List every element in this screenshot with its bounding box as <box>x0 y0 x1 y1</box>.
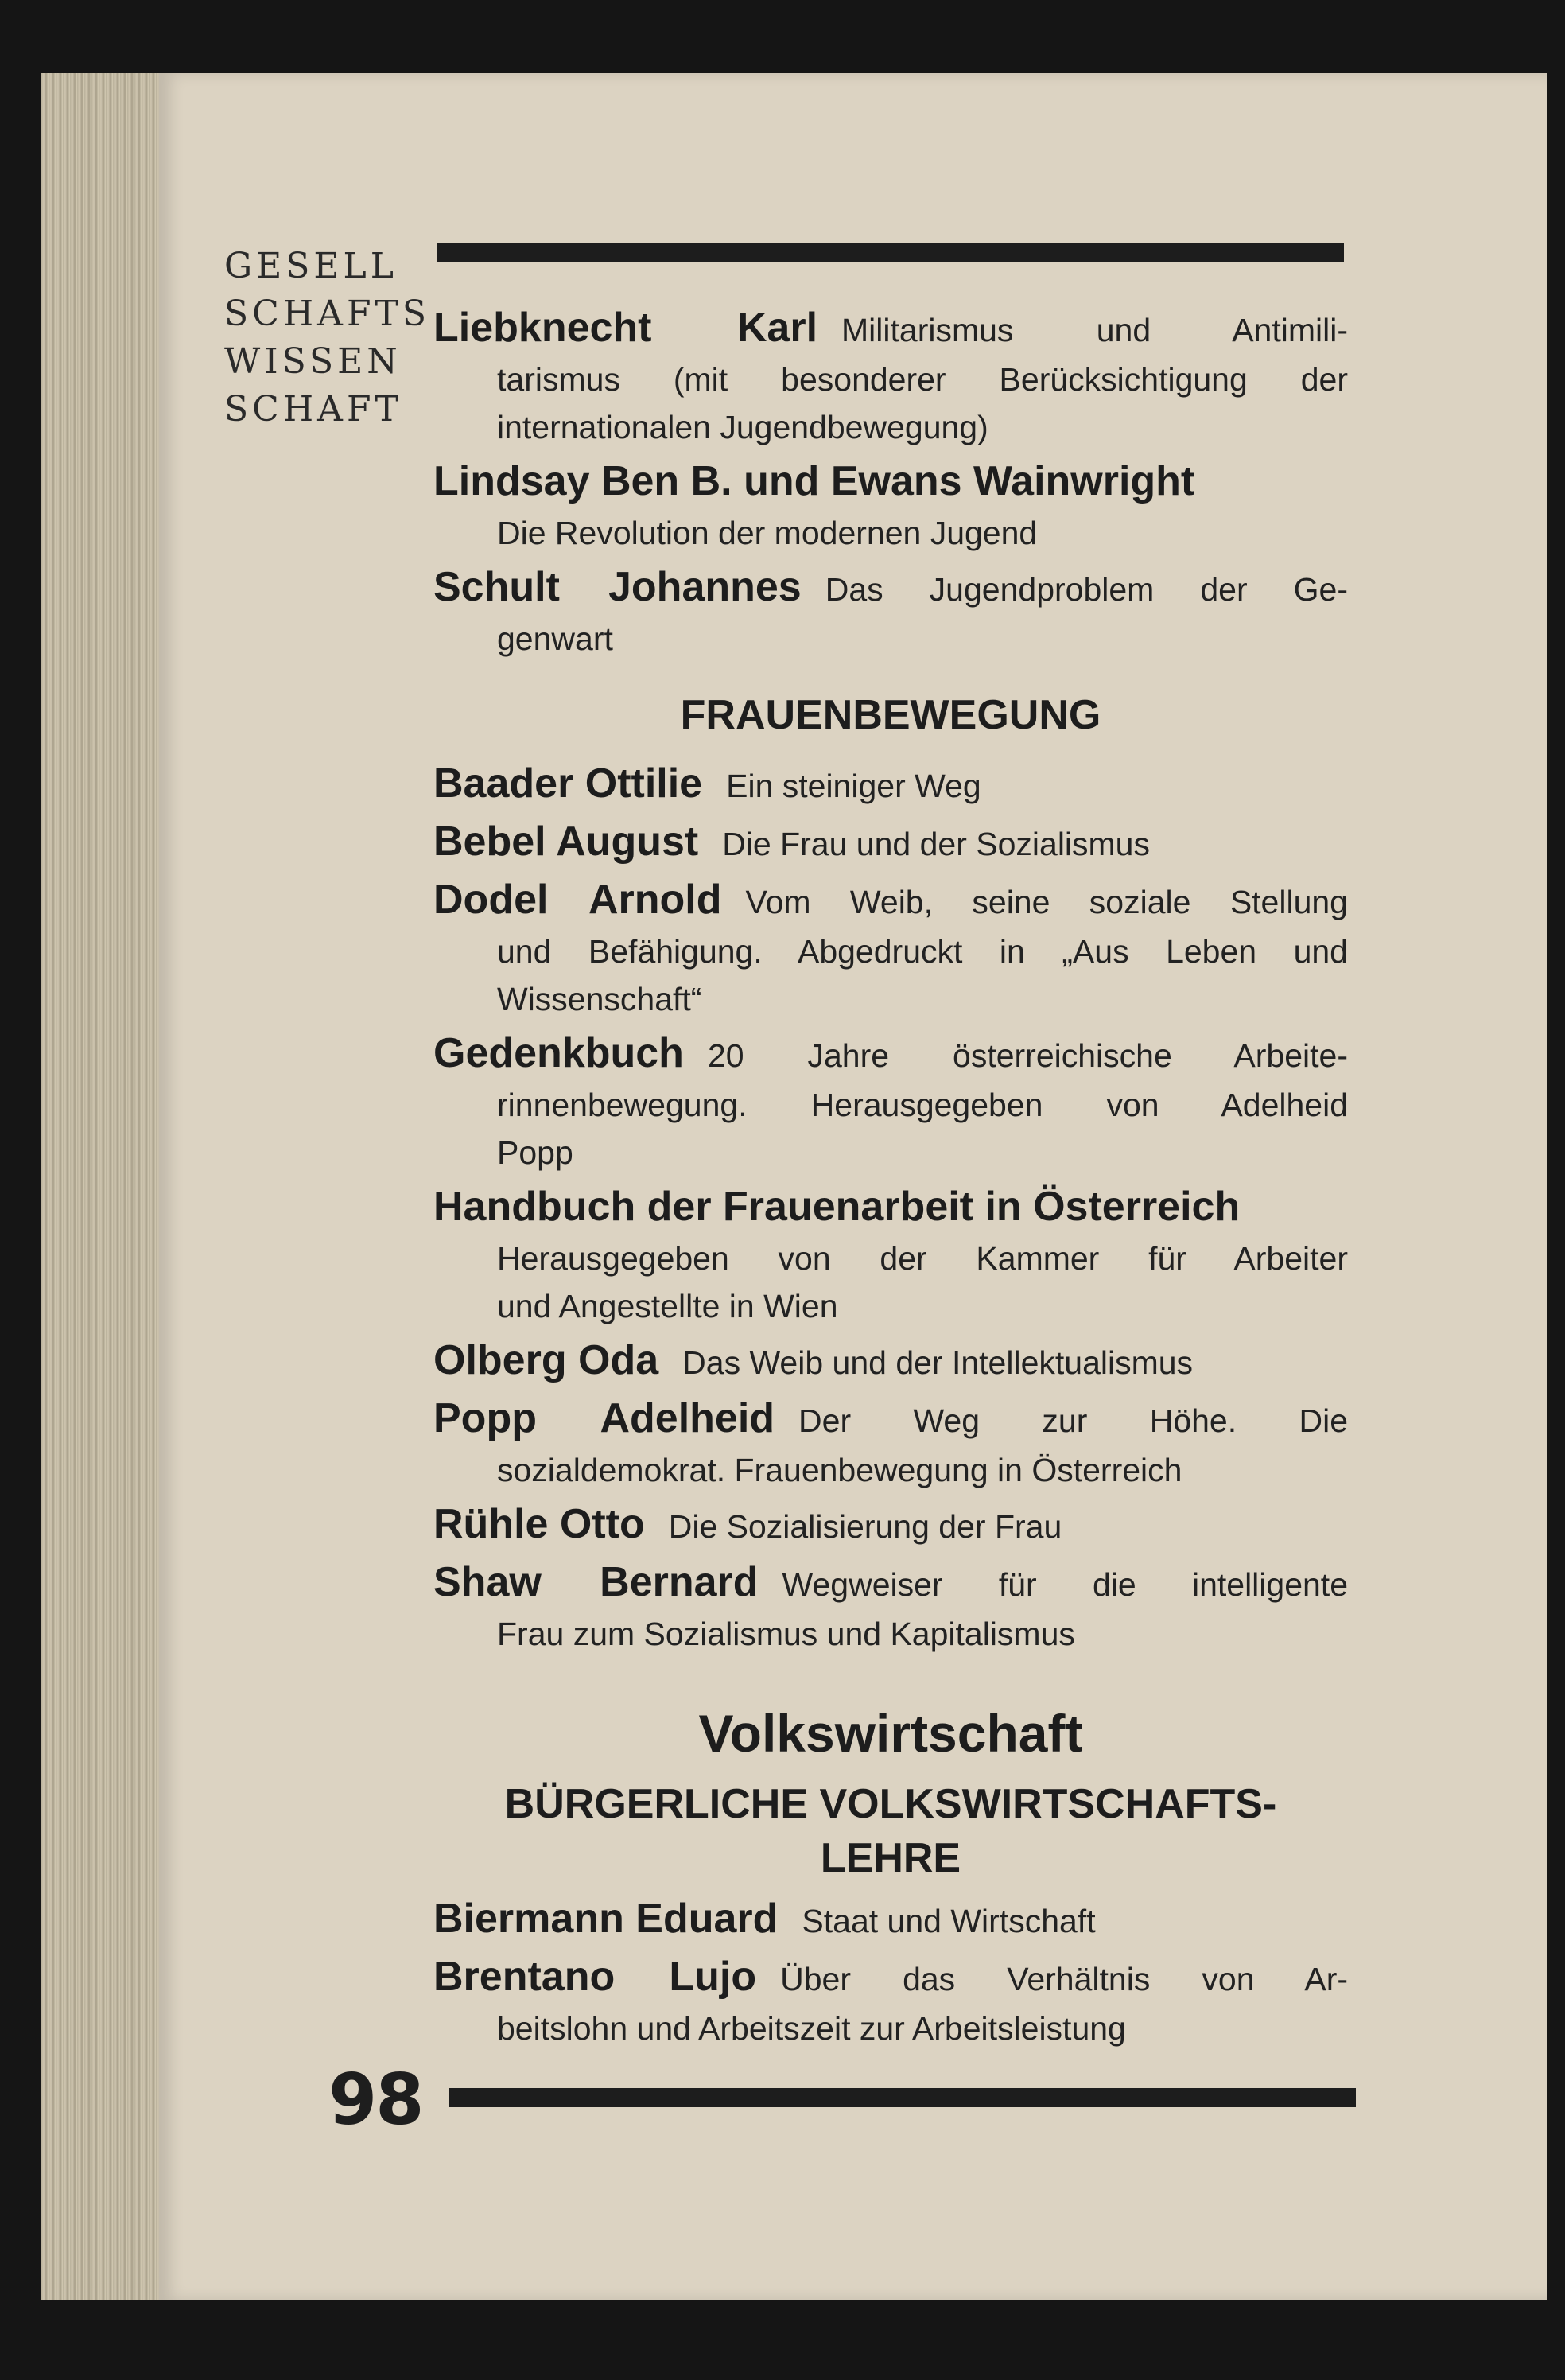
entry-author: Schult Johannes <box>433 564 802 610</box>
entry-author: Popp Adelheid <box>433 1395 775 1441</box>
entry-title: Vom Weib, seine soziale Stellung <box>745 884 1348 920</box>
entry-list-frauenbewegung <box>433 758 1348 1658</box>
bottom-rule <box>449 2088 1356 2107</box>
bibliography-entry <box>433 562 1348 663</box>
entry-continuation-line: sozialdemokrat. Frauenbewegung in Österreich <box>497 1452 1182 1488</box>
section-label-line: SCHAFTS <box>224 294 430 334</box>
entry-continuation-line: beitslohn und Arbeitszeit zur Arbeitsleistung <box>497 2010 1126 2047</box>
entry-title: Der Weg zur Höhe. Die <box>798 1402 1348 1439</box>
entry-author: Rühle Otto <box>433 1501 645 1547</box>
entry-continuation-line: tarismus (mit besonderer Berücksichtigung der <box>497 361 1348 398</box>
entry-author: Baader Ottilie <box>433 760 703 807</box>
section-label <box>224 243 430 434</box>
entry-first-line <box>433 1893 1348 1946</box>
bibliography-entry <box>433 1181 1348 1330</box>
entry-first-line <box>433 1181 1348 1235</box>
entry-author: Olberg Oda <box>433 1337 659 1383</box>
entry-title: Die Frau und der Sozialismus <box>722 826 1150 862</box>
entry-continuation-line: Frau zum Sozialismus und Kapitalismus <box>497 1616 1075 1652</box>
entry-author: Gedenkbuch <box>433 1030 684 1076</box>
bibliography-entry <box>433 1557 1348 1658</box>
bibliography-entry <box>433 758 1348 811</box>
page-number: 98 <box>328 2059 423 2141</box>
heading-frauenbewegung: FRAUENBEWEGUNG <box>680 692 1101 738</box>
entry-author: Bebel August <box>433 819 699 865</box>
entry-first-line <box>433 816 1348 869</box>
section-label-line: SCHAFT <box>224 389 402 430</box>
entry-first-line <box>433 302 1348 356</box>
entry-continuation-line: genwart <box>497 620 613 657</box>
entry-continuation-line: Popp <box>497 1134 573 1171</box>
entry-list-volkswirtschaft <box>433 1893 1348 2052</box>
entry-first-line <box>433 1557 1348 1610</box>
heading-volkswirtschaft: Volkswirtschaft <box>698 1704 1083 1763</box>
entry-author: Handbuch der Frauenarbeit in Österreich <box>433 1184 1241 1230</box>
entry-first-line <box>433 758 1348 811</box>
bibliography-entry <box>433 1499 1348 1552</box>
bibliography-entry <box>433 1893 1348 1946</box>
entry-continuation-line: rinnenbewegung. Herausgegeben von Adelheid <box>497 1087 1348 1123</box>
entry-continuation-line: Herausgegeben von der Kammer für Arbeiter <box>497 1240 1348 1277</box>
entry-title: Das Weib und der Intellektualismus <box>682 1344 1194 1381</box>
entry-first-line <box>433 1028 1348 1081</box>
book-page-edges <box>41 73 169 2300</box>
entry-title: Militarismus und Antimili- <box>841 312 1348 348</box>
entry-continuation-line: und Angestellte in Wien <box>497 1288 838 1324</box>
top-rule <box>437 243 1344 262</box>
entry-author: Biermann Eduard <box>433 1896 779 1942</box>
entry-title: 20 Jahre österreichische Arbeite- <box>707 1037 1348 1074</box>
entry-first-line <box>433 1499 1348 1552</box>
entry-first-line <box>433 1951 1348 2005</box>
entry-title: Das Jugendproblem der Ge- <box>825 571 1349 608</box>
bibliography-entry <box>433 1951 1348 2052</box>
entry-first-line <box>433 874 1348 928</box>
subheading-line: BÜRGERLICHE VOLKSWIRTSCHAFTS- <box>504 1781 1277 1827</box>
entry-author: Shaw Bernard <box>433 1559 759 1605</box>
bibliography-entry <box>433 1335 1348 1388</box>
section-label-line: WISSEN <box>224 341 402 382</box>
entry-author: Brentano Lujo <box>433 1954 757 2000</box>
section-label-line: GESELL <box>224 246 398 286</box>
entry-first-line <box>433 1335 1348 1388</box>
bibliography-entry <box>433 456 1348 557</box>
heading-buergerliche-volkswirtschaftslehre <box>433 1777 1348 1885</box>
entry-first-line <box>433 562 1348 615</box>
entry-author: Liebknecht Karl <box>433 305 818 351</box>
bibliography-entry <box>433 1028 1348 1176</box>
entry-title: Wegweiser für die intelligente <box>782 1566 1348 1603</box>
entry-author: Dodel Arnold <box>433 877 722 923</box>
page-content <box>433 302 1348 2057</box>
entry-title: Über das Verhältnis von Ar- <box>780 1961 1348 1997</box>
entry-author: Lindsay Ben B. und Ewans Wainwright <box>433 458 1195 504</box>
entry-continuation-line: Die Revolution der modernen Jugend <box>497 515 1038 551</box>
entry-title: Staat und Wirtschaft <box>802 1903 1096 1939</box>
entry-continuation-line: Wissenschaft“ <box>497 981 702 1017</box>
bibliography-entry <box>433 302 1348 451</box>
entry-list-youth <box>433 302 1348 663</box>
entry-first-line <box>433 1393 1348 1446</box>
entry-continuation-line: und Befähigung. Abgedruckt in „Aus Leben und <box>497 933 1348 970</box>
entry-title: Die Sozialisierung der Frau <box>668 1508 1062 1545</box>
bibliography-entry <box>433 874 1348 1023</box>
entry-first-line <box>433 456 1348 509</box>
entry-continuation-line: internationalen Jugendbewegung) <box>497 409 988 445</box>
entry-title: Ein steiniger Weg <box>726 768 981 804</box>
bibliography-entry <box>433 816 1348 869</box>
bibliography-entry <box>433 1393 1348 1494</box>
subheading-line: LEHRE <box>820 1835 961 1881</box>
